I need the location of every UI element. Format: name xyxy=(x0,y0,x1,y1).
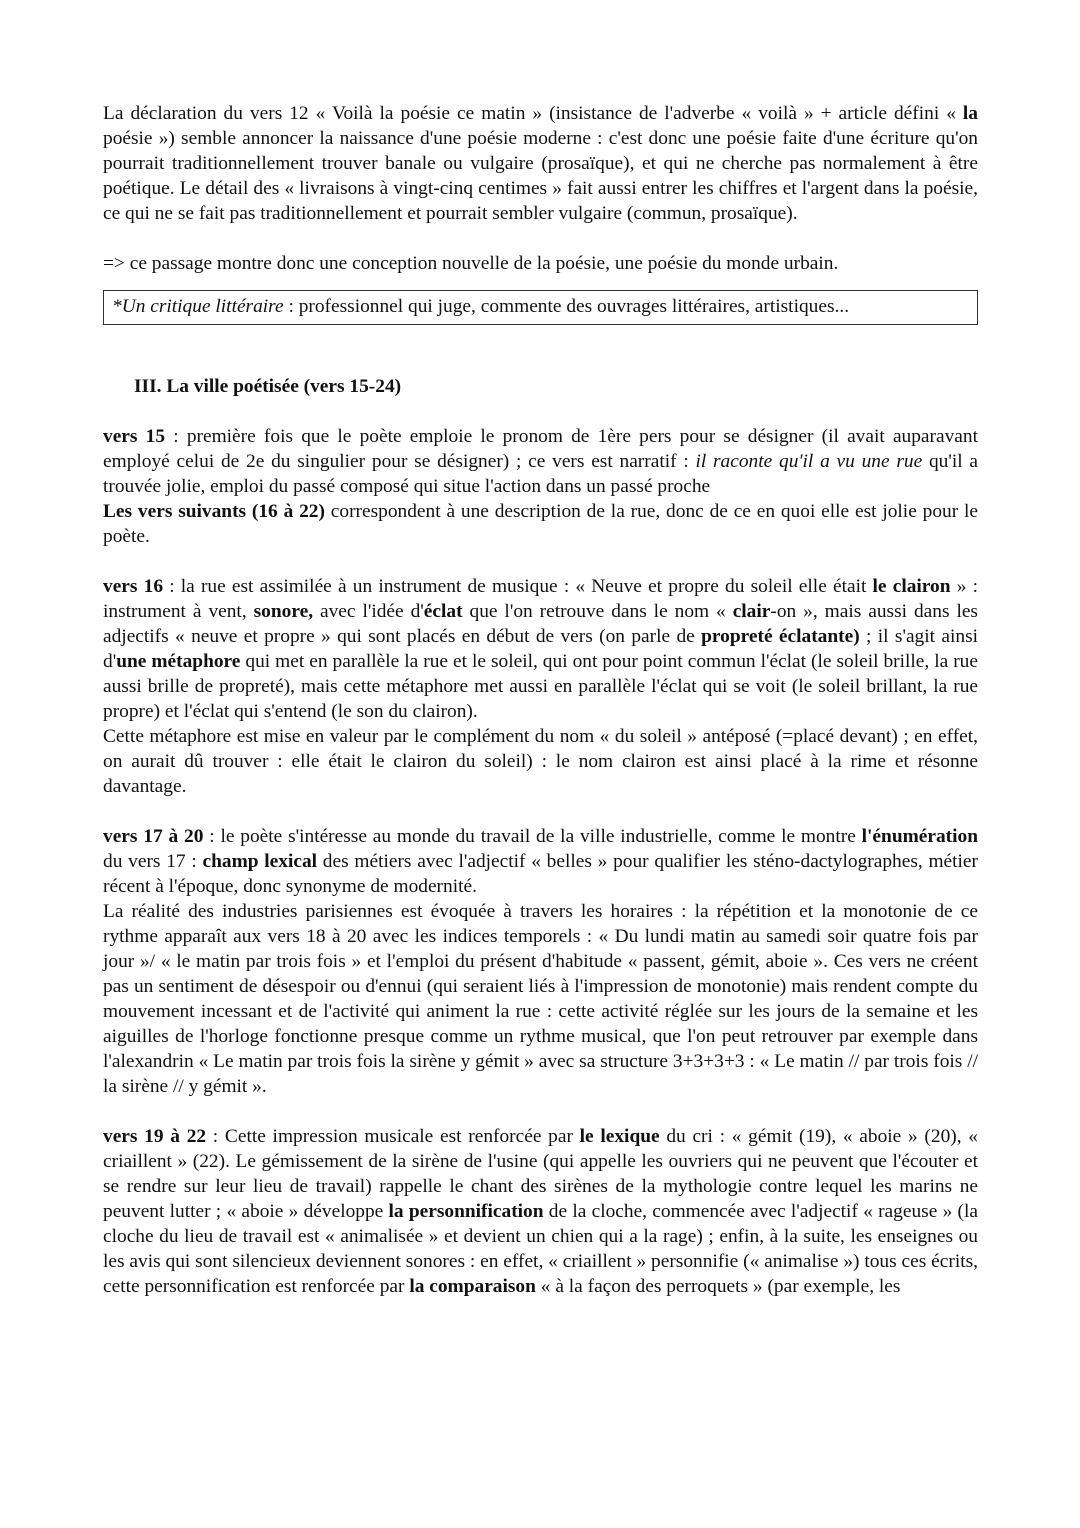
paragraph-vers-19-22 xyxy=(103,1124,978,1299)
text-run: la xyxy=(962,103,978,124)
text-run: : Cette impression musicale est renforcée par xyxy=(206,1126,580,1147)
text-run: propreté éclatante) xyxy=(701,626,860,647)
text-run: qu'il a trouvée jolie, emploi du passé composé qui situe l'action dans un passé proche xyxy=(103,451,978,497)
text-run: *Un critique littéraire xyxy=(112,296,284,317)
text-run: correspondent à une description de la rue, donc de ce en quoi elle est jolie pour le poète. xyxy=(103,501,978,547)
text-run: : le poète s'intéresse au monde du travail de la ville industrielle, comme le montre xyxy=(203,826,862,847)
text-run: que l'on retrouve dans le nom « xyxy=(462,601,733,622)
text-run: => ce passage montre donc une conception nouvelle de la poésie, une poésie du monde urbain. xyxy=(103,253,839,274)
text-run: poésie ») semble annoncer la naissance d'une poésie moderne : c'est donc une poésie faite d'une écriture qu'on pourrait traditionnellement trouver banale ou vulgaire (prosaïque), et qui ne cherche pas normalement à être poétique. Le détail des « livraisons à vingt-cinq centimes » fait aussi entrer les chiffres et l'argent dans la poésie, ce qui ne se fait pas traditionnellement et pourrait sembler vulgaire (commun, prosaïque). xyxy=(103,128,978,224)
text-run: le clairon xyxy=(872,576,951,597)
text-run: vers 16 xyxy=(103,576,164,597)
paragraph-industries xyxy=(103,899,978,1099)
text-run: éclat xyxy=(423,601,463,622)
text-run: vers 15 xyxy=(103,426,166,447)
text-run: il raconte qu'il a vu une rue xyxy=(695,451,923,472)
paragraph-metaphore xyxy=(103,724,978,799)
text-run: vers 19 à 22 xyxy=(103,1126,207,1147)
text-run: l'énumération xyxy=(861,826,978,847)
paragraph-vers-15 xyxy=(103,424,978,499)
text-run: la comparaison xyxy=(409,1276,536,1297)
document-page xyxy=(103,101,978,1299)
paragraph-vers-suivants xyxy=(103,499,978,549)
text-run: des métiers avec l'adjectif « belles » pour qualifier les sténo-dactylographes, métier récent à l'époque, donc synonyme de modernité. xyxy=(103,851,978,897)
text-run: « à la façon des perroquets » (par exemple, les xyxy=(535,1276,901,1297)
section-title: III. La ville poétisée (vers 15-24) xyxy=(134,376,402,397)
text-run: ; il s'agit ainsi d' xyxy=(103,626,978,672)
text-run: le lexique xyxy=(579,1126,660,1147)
paragraph-vers-17-20 xyxy=(103,824,978,899)
text-run: -on », mais aussi dans les adjectifs « neuve et propre » qui sont placés en début de vers (on parle de xyxy=(103,601,978,647)
text-run: qui met en parallèle la rue et le soleil, qui ont pour point commun l'éclat (le soleil brille, la rue aussi brille de propreté), mais cette métaphore met aussi en parallèle l'éclat qui se voit (le soleil brillant, la rue propre) et l'éclat qui s'entend (le son du clairon). xyxy=(103,651,978,722)
text-run: de la cloche, commencée avec l'adjectif « rageuse » (la cloche du lieu de travail est « animalisée » et devient un chien qui a la rage) ; enfin, à la suite, les enseignes ou les avis qui sont silencieux deviennent sonores : en effet, « criaillent » personnifie (« animalise ») tous ces écrits, cette personnification est renforcée par xyxy=(103,1201,978,1297)
text-run: Les vers suivants (16 à 22) xyxy=(103,501,325,522)
paragraph-conclusion xyxy=(103,251,978,276)
text-run: clair xyxy=(732,601,771,622)
text-run: La réalité des industries parisiennes est évoquée à travers les horaires : la répétition et la monotonie de ce rythme apparaît aux vers 18 à 20 avec les indices temporels : « Du lundi matin au samedi soir quatre fois par jour »/ « le matin par trois fois » et l'emploi du présent d'habitude « passent, gémit, aboie ». Ces vers ne créent pas un sentiment de désespoir ou d'ennui (qui seraient liés à l'impression de monotonie) mais rendent compte du mouvement incessant et de l'activité qui animent la rue : cette activité réglée sur les jours de la semaine et les aiguilles de l'horloge fonctionne presque comme un rythme musical, que l'on peut retrouver par exemple dans l'alexandrin « Le matin par trois fois la sirène y gémit » avec sa structure 3+3+3+3 : « Le matin // par trois fois // la sirène // y gémit ». xyxy=(103,901,978,1097)
text-run: avec l'idée d' xyxy=(313,601,424,622)
text-run: » : instrument à vent, xyxy=(103,576,978,622)
text-run: du vers 17 : xyxy=(103,851,203,872)
text-run: : première fois que le poète emploie le pronom de 1ère pers pour se désigner (il avait auparavant employé celui de 2e du singulier pour se désigner) ; ce vers est narratif : xyxy=(103,426,978,472)
text-run: la personnification xyxy=(388,1201,544,1222)
text-run: : la rue est assimilée à un instrument de musique : « Neuve et propre du soleil elle était xyxy=(163,576,873,597)
paragraph-declaration-vers-12 xyxy=(103,101,978,226)
text-run: vers 17 à 20 xyxy=(103,826,204,847)
definition-note-box xyxy=(103,290,978,325)
text-run: : professionnel qui juge, commente des ouvrages littéraires, artistiques... xyxy=(283,296,850,317)
text-run: une métaphore xyxy=(116,651,241,672)
text-run: du cri : « gémit (19), « aboie » (20), « criaillent » (22). Le gémissement de la sirène de l'usine (qui appelle les ouvriers qui ne peuvent que l'écouter et se rendre sur leur lieu de travail) rappelle le chant des sirènes de la mythologie contre lequel les marins ne peuvent lutter ; « aboie » développe xyxy=(103,1126,978,1222)
text-run: Cette métaphore est mise en valeur par le complément du nom « du soleil » antéposé (=placé devant) ; en effet, on aurait dû trouver : elle était le clairon du soleil) : le nom clairon est ainsi placé à la rime et résonne davantage. xyxy=(103,726,978,797)
text-run: sonore, xyxy=(253,601,314,622)
text-run: champ lexical xyxy=(202,851,318,872)
text-run: La déclaration du vers 12 « Voilà la poésie ce matin » (insistance de l'adverbe « voilà » + article défini « xyxy=(103,103,963,124)
paragraph-vers-16 xyxy=(103,574,978,724)
